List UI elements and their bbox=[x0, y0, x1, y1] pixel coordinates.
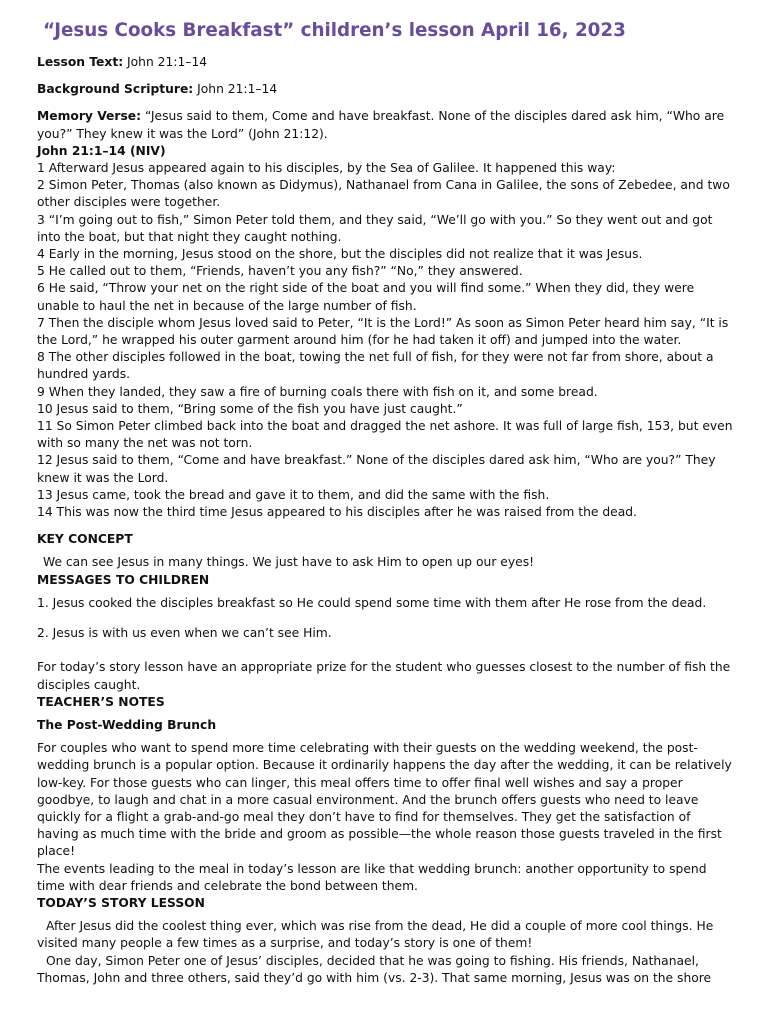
verse: 12 Jesus said to them, “Come and have breakfast.” None of the disciples dared ask him, “Who are you?” They knew it was the Lord. bbox=[37, 453, 716, 485]
memory-verse-line bbox=[37, 108, 734, 142]
background-scripture-label: Background Scripture: bbox=[37, 82, 194, 97]
story-paragraph: One day, Simon Peter one of Jesus’ disciples, decided that he was going to fishing. His friends, Nathanael, Thomas, John and three others, said they’d go with him (vs. 2-3). That same morning, Jesus was on the shore bbox=[37, 953, 712, 985]
message-item: 1. Jesus cooked the disciples breakfast so He could spend some time with them after He rose from the dead. bbox=[37, 595, 707, 610]
key-concept-heading: KEY CONCEPT bbox=[37, 532, 133, 547]
verse: 13 Jesus came, took the bread and gave it to them, and did the same with the fish. bbox=[37, 487, 550, 502]
background-scripture-line bbox=[37, 81, 734, 98]
teachers-notes-paragraph: For couples who want to spend more time celebrating with their guests on the wedding weekend, the post-wedding brunch is a popular option. Because it ordinarily happens the day after the wedding, it can be relatively low-key. For those guests who can linger, this meal offers time to offer final well wishes and say a proper goodbye, to laugh and chat in a more casual environment. And the brunch offers guests who need to leave quickly for a flight a grab-and-go meal they don’t have to find for themselves. They get the satisfaction of having as much time with the bride and groom as possible—the whole reason those guests traveled in the first place! bbox=[37, 741, 732, 859]
verse: 7 Then the disciple whom Jesus loved said to Peter, “It is the Lord!” As soon as Simon Peter heard him say, “It is the Lord,” he wrapped his outer garment around him (for he had taken it off) and jumped into the water. bbox=[37, 315, 729, 348]
lesson-text-value: John 21:1–14 bbox=[123, 55, 208, 69]
scripture-heading: John 21:1–14 (NIV) bbox=[37, 143, 166, 158]
teachers-notes-paragraph: The events leading to the meal in today’s lesson are like that wedding brunch: another opportunity to spend time with dear friends and celebrate the bond between them. bbox=[37, 861, 707, 893]
background-scripture-value: John 21:1–14 bbox=[193, 82, 278, 97]
verse: 3 “I’m going out to fish,” Simon Peter told them, and they said, “We’ll go with you.” So they went out and got into the boat, but that night they caught nothing. bbox=[37, 212, 713, 244]
teachers-notes-subheading: The Post-Wedding Brunch bbox=[37, 717, 217, 732]
verse-list bbox=[37, 160, 734, 521]
memory-verse-label: Memory Verse: bbox=[37, 109, 142, 124]
verse: 14 This was now the third time Jesus appeared to his disciples after he was raised from the dead. bbox=[37, 505, 637, 520]
messages-note: For today’s story lesson have an appropriate prize for the student who guesses closest to the number of fish the disciples caught. bbox=[37, 660, 731, 692]
story-heading: TODAY’S STORY LESSON bbox=[37, 895, 205, 910]
memory-verse-value: “Jesus said to them, Come and have breakfast. None of the disciples dared ask him, “Who are you?” They knew it was the Lord” (John 21:12). bbox=[37, 109, 725, 141]
verse: 8 The other disciples followed in the boat, towing the net full of fish, for they were not far from shore, about a hundred yards. bbox=[37, 350, 714, 382]
verse: 10 Jesus said to them, “Bring some of the fish you have just caught.” bbox=[37, 401, 463, 416]
verse: 2 Simon Peter, Thomas (also known as Didymus), Nathanael from Cana in Galilee, the sons of Zebedee, and two other disciples were together. bbox=[37, 178, 730, 210]
document-title: “Jesus Cooks Breakfast” children’s lesson April 16, 2023 bbox=[43, 20, 626, 41]
messages-heading: MESSAGES TO CHILDREN bbox=[37, 572, 210, 587]
verse: 5 He called out to them, “Friends, haven’t you any fish?” “No,” they answered. bbox=[37, 264, 523, 279]
verse: 1 Afterward Jesus appeared again to his disciples, by the Sea of Galilee. It happened this way: bbox=[37, 161, 616, 176]
verse: 6 He said, “Throw your net on the right side of the boat and you will find some.” When they did, they were unable to haul the net in because of the large number of fish. bbox=[37, 281, 695, 313]
verse: 4 Early in the morning, Jesus stood on the shore, but the disciples did not realize that it was Jesus. bbox=[37, 247, 643, 262]
verse: 11 So Simon Peter climbed back into the boat and dragged the net ashore. It was full of large fish, 153, but even with so many the net was not torn. bbox=[37, 419, 733, 451]
key-concept-text: We can see Jesus in many things. We just have to ask Him to open up our eyes! bbox=[43, 555, 535, 570]
story-paragraph: After Jesus did the coolest thing ever, which was rise from the dead, He did a couple of more cool things. He visited many people a few times as a surprise, and today’s story is one of them! bbox=[37, 919, 714, 951]
lesson-text-line bbox=[37, 54, 734, 71]
lesson-text-label: Lesson Text: bbox=[37, 55, 124, 69]
verse: 9 When they landed, they saw a fire of burning coals there with fish on it, and some bread. bbox=[37, 384, 598, 399]
teachers-notes-heading: TEACHER’S NOTES bbox=[37, 694, 165, 709]
message-item: 2. Jesus is with us even when we can’t see Him. bbox=[37, 626, 332, 641]
